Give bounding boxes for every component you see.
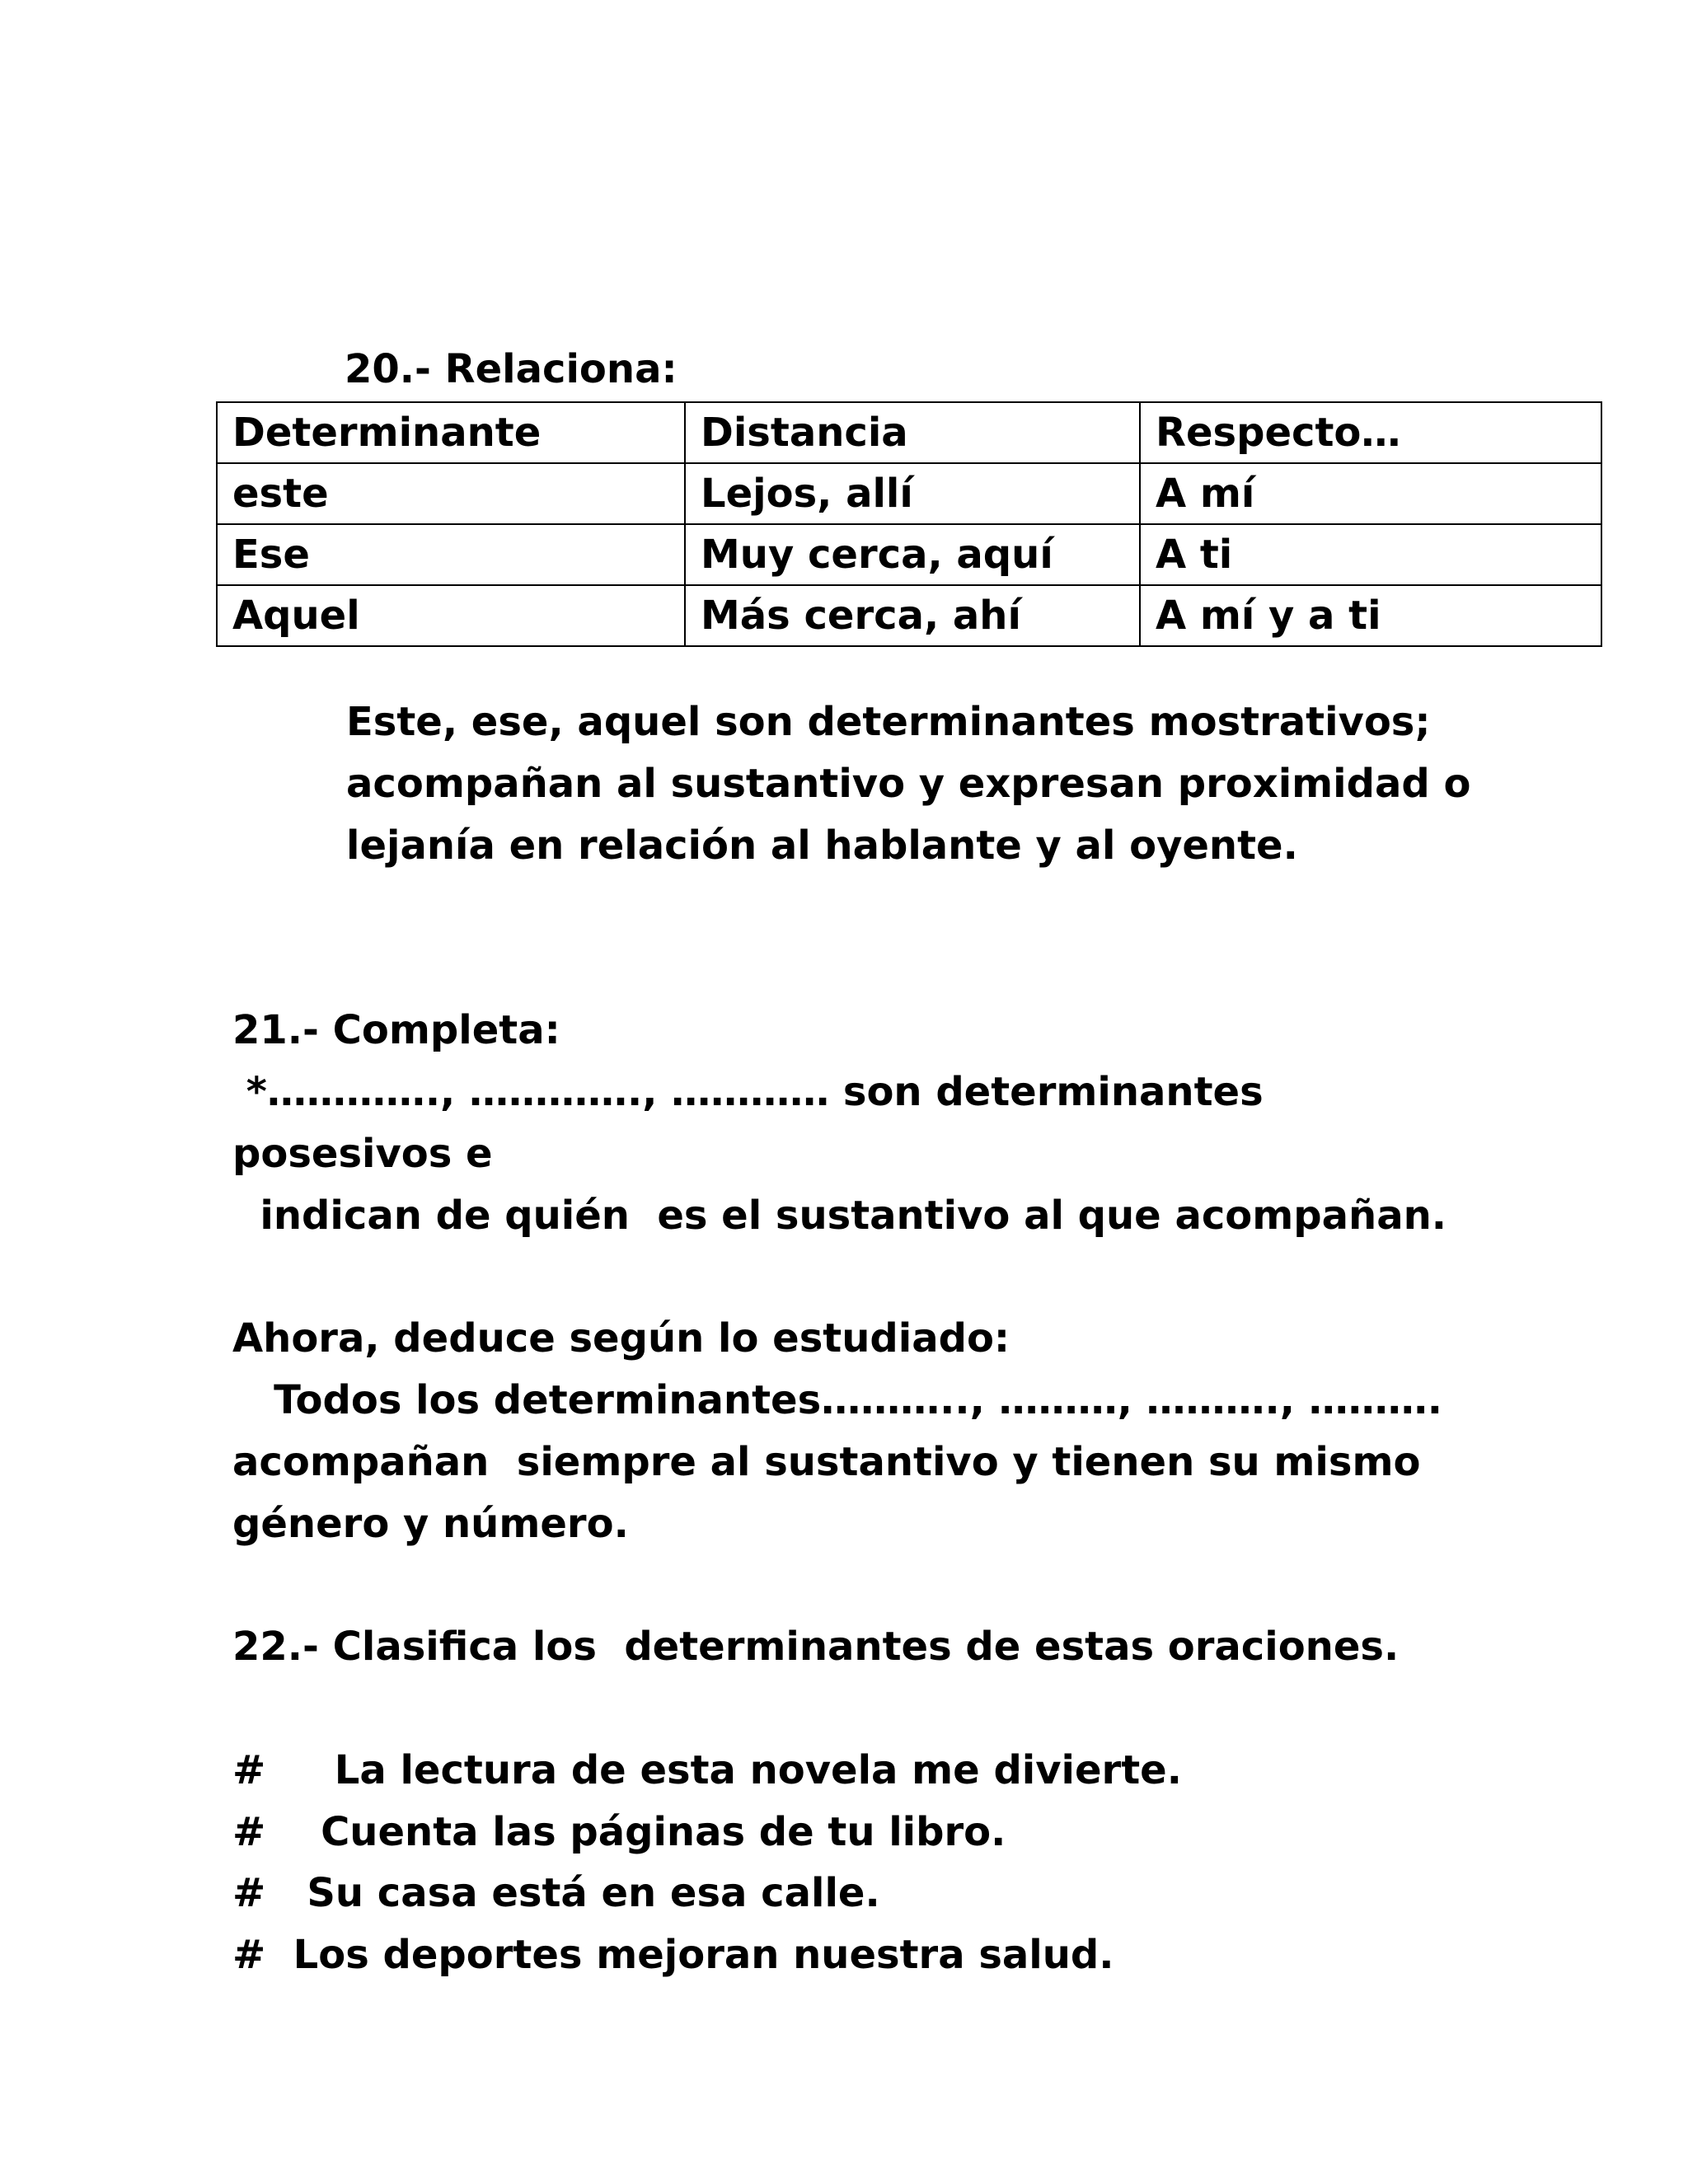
deduce-line: Todos los determinantes……….., ………, ………., ………. — [232, 1377, 1442, 1423]
deduce-heading: Ahora, deduce según lo estudiado: — [232, 1315, 1010, 1361]
completion-line: *…………., …………., ………… son determinantes — [232, 1069, 1264, 1115]
header-determinante: Determinante — [217, 402, 685, 463]
table-cell: este — [217, 463, 685, 524]
sentence-item: # Los deportes mejoran nuestra salud. — [232, 1932, 1114, 1978]
table-cell: Más cerca, ahí — [685, 585, 1140, 646]
completion-line: indican de quién es el sustantivo al que acompañan. — [232, 1193, 1447, 1239]
demonstratives-note-line: lejanía en relación al hablante y al oyente. — [346, 823, 1298, 869]
relation-table — [216, 401, 1602, 647]
sentence-item: # Cuenta las páginas de tu libro. — [232, 1809, 1006, 1855]
table-row — [217, 463, 1601, 524]
exercise-21-heading: 21.- Completa: — [232, 1007, 560, 1053]
sentence-item: # La lectura de esta novela me divierte. — [232, 1747, 1182, 1793]
completion-line: posesivos e — [232, 1131, 493, 1177]
sentence-item: # Su casa está en esa calle. — [232, 1870, 880, 1916]
table-cell: Ese — [217, 524, 685, 585]
table-row — [217, 524, 1601, 585]
demonstratives-note-line: acompañan al sustantivo y expresan proximidad o — [346, 761, 1471, 807]
table-cell: A mí y a ti — [1140, 585, 1601, 646]
exercise-20-heading: 20.- Relaciona: — [345, 346, 678, 392]
table-cell: A mí — [1140, 463, 1601, 524]
exercise-22-heading: 22.- Clasifica los determinantes de estas oraciones. — [232, 1624, 1400, 1670]
table-cell: Aquel — [217, 585, 685, 646]
table-cell: A ti — [1140, 524, 1601, 585]
table-header-row — [217, 402, 1601, 463]
deduce-line: género y número. — [232, 1501, 629, 1547]
header-distancia: Distancia — [685, 402, 1140, 463]
table-row — [217, 585, 1601, 646]
demonstratives-note-line: Este, ese, aquel son determinantes mostrativos; — [346, 699, 1431, 745]
table-cell: Lejos, allí — [685, 463, 1140, 524]
table-cell: Muy cerca, aquí — [685, 524, 1140, 585]
deduce-line: acompañan siempre al sustantivo y tienen su mismo — [232, 1439, 1421, 1485]
header-respecto: Respecto… — [1140, 402, 1601, 463]
